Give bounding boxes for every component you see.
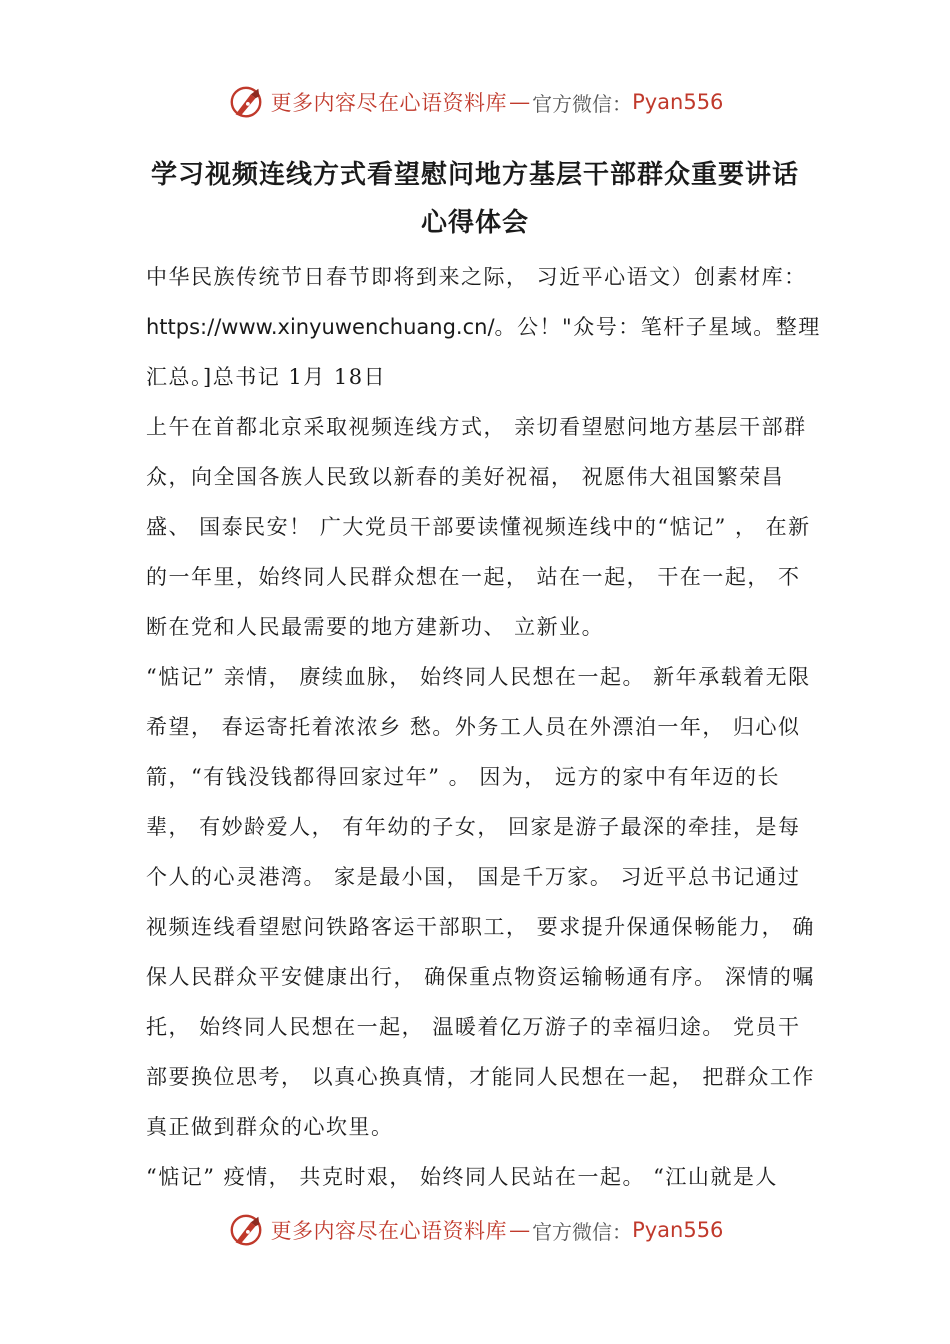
paragraph-2: “惦记” 亲情， 赓续血脉， 始终同人民想在一起。 新年承载着无限希望， 春运寄托着浓浓乡 愁。外务工人员在外漂泊一年， 归心似箭，“有钱没钱都得回家过年” 。 因为， 远方的家中有年迈的长辈， 有妙龄爱人， 有年幼的子女， 回家是游子最深的牵挂，是每个人的心灵港湾。 家是最小国， 国是千万家。 习近平总书记通过视频连线看望慰问铁路客运干部职工， 要求提升保通保畅能力， 确保人民群众平安健康出行， 确保重点物资运输畅通有序。 深情的嘱托， 始终同人民想在一起， 温暖着亿万游子的幸福归途。 党员干部要换位思考， 以真心换真情，才能同人民想在一起， 把群众工作真正做到群众的心坎里。 [146, 665, 815, 1139]
banner-slogan: 更多内容尽在心语资料库 [270, 1219, 508, 1243]
footer-banner [0, 1210, 950, 1250]
document-title-line2: 心得体会 [420, 208, 529, 238]
document-title-line1: 学习视频连线方式看望慰问地方基层干部群众重要讲话 [150, 160, 799, 190]
banner-official-label: 官方微信： [532, 91, 633, 116]
pen-nib-logo-icon [227, 1211, 265, 1249]
pen-nib-logo-icon [227, 83, 265, 121]
intro-paragraph [146, 252, 822, 402]
document-body [146, 252, 822, 1202]
intro-url-link[interactable]: https://www.xinyuwenchuang.cn/ [146, 315, 495, 339]
banner-slogan: 更多内容尽在心语资料库 [270, 91, 508, 115]
paragraph-1: 上午在首都北京采取视频连线方式， 亲切看望慰问地方基层干部群众，向全国各族人民致以新春的美好祝福， 祝愿伟大祖国繁荣昌盛、 国泰民安！ 广大党员干部要读懂视频连线中的“惦记” ， 在新的一年里，始终同人民群众想在一起， 站在一起， 干在一起， 不断在党和人民最需要的地方建新功、 立新业。 [146, 415, 811, 639]
banner-wechat-id: Pyan556 [632, 1218, 724, 1242]
banner-separator: — [509, 90, 531, 114]
intro-text-part2: 。公！"众号：笔杆子星域。整理汇总。]总书记 1月 18日 [146, 315, 821, 389]
banner-wechat-id: Pyan556 [632, 90, 724, 114]
banner-official-label: 官方微信： [532, 1219, 633, 1244]
intro-text-part1: 中华民族传统节日春节即将到来之际， 习近平心语文）创素材库： [146, 265, 807, 289]
header-banner [0, 82, 950, 122]
banner-separator: — [509, 1218, 531, 1242]
paragraph-3: “惦记” 疫情， 共克时艰， 始终同人民站在一起。 “江山就是人 [146, 1165, 778, 1189]
